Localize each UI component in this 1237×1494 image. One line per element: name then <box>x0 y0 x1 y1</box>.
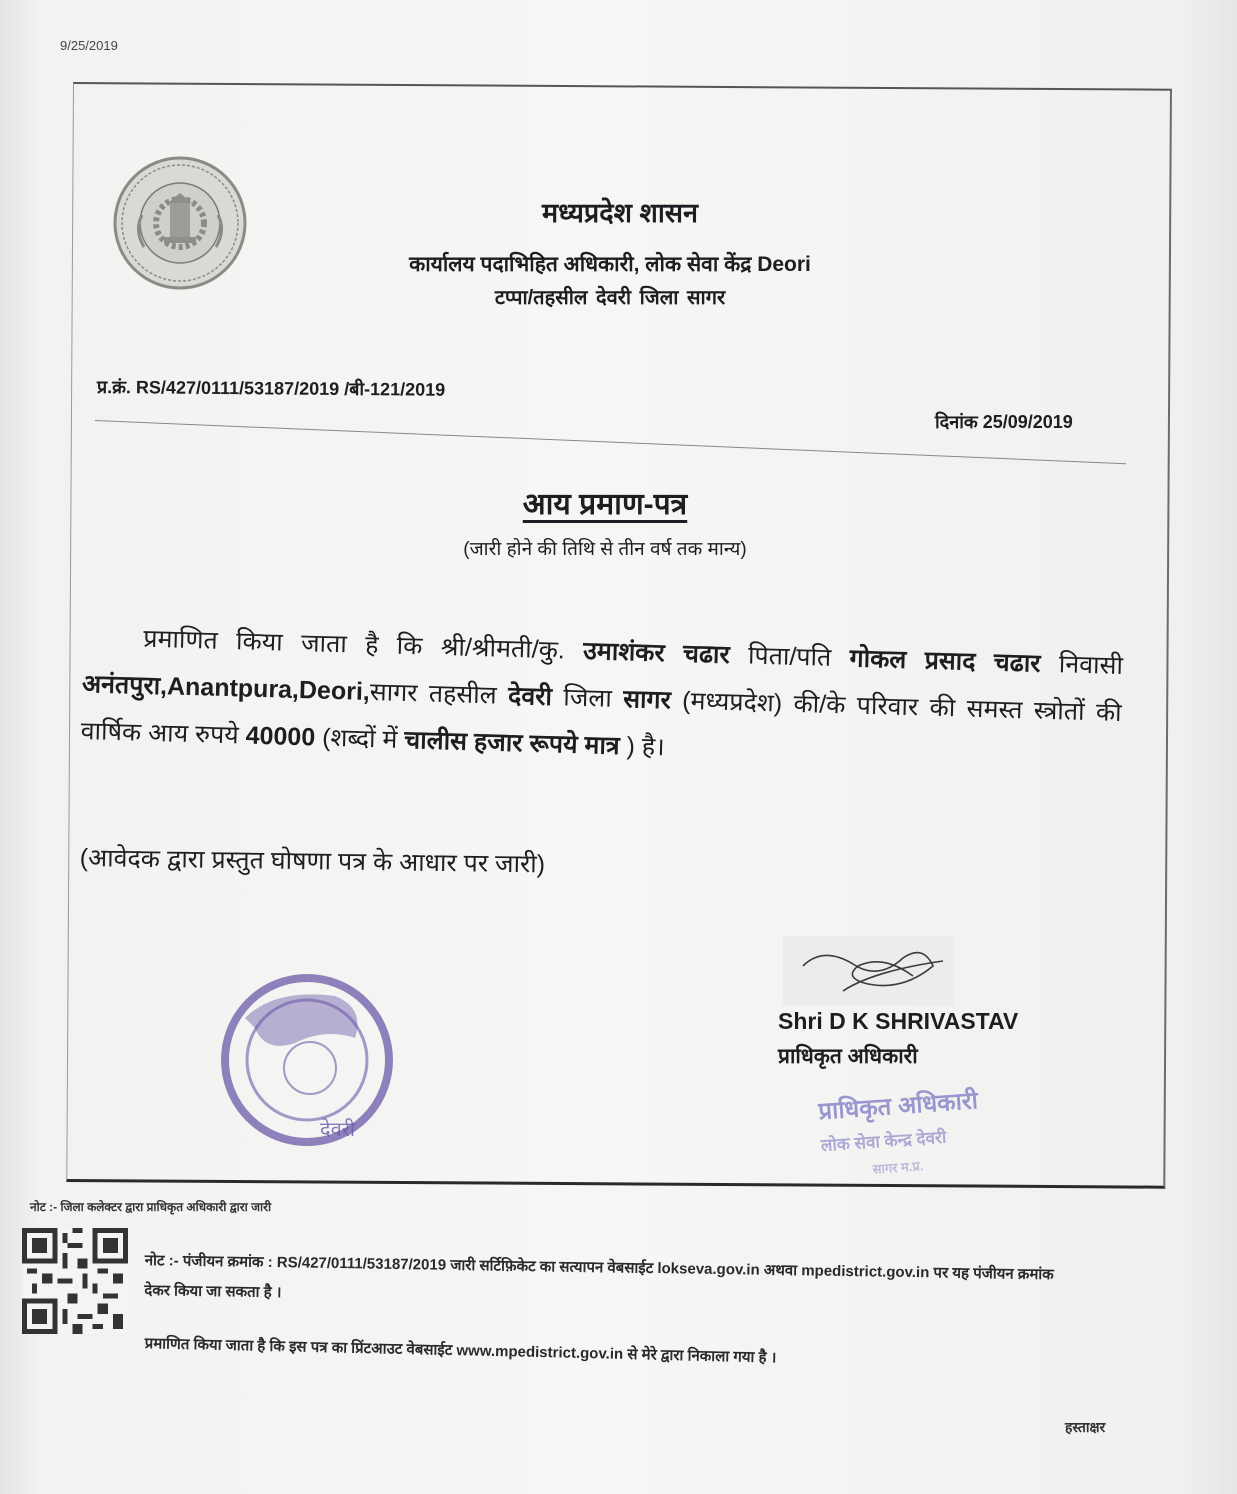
validity-note: (जारी होने की तिथि से तीन वर्ष तक मान्य) <box>463 539 747 560</box>
address: अनंतपुरा,Anantpura,Deori, <box>81 669 371 707</box>
issue-date: दिनांक 25/09/2019 <box>935 412 1073 432</box>
authority-stamp <box>797 1073 1053 1185</box>
issued-by-note: नोट :- जिला कलेक्टर द्वारा प्राधिकृत अधिकारी द्वारा जारी <box>30 1200 272 1214</box>
office-title: कार्यालय पदाभिहित अधिकारी, लोक सेवा केंद्र Deori <box>409 253 811 276</box>
certificate-title: आय प्रमाण-पत्र <box>522 488 688 521</box>
qr-code-icon <box>22 1228 128 1334</box>
office-seal-icon <box>215 968 400 1153</box>
state-emblem-icon <box>112 155 248 291</box>
body-text-4: तहसील <box>428 679 498 710</box>
stamp-line-3: सागर म.प्र. <box>872 1158 924 1177</box>
government-title: मध्यप्रदेश शासन <box>541 198 699 228</box>
print-date: 9/25/2019 <box>60 38 118 53</box>
signature-label: हस्ताक्षर <box>1065 1419 1106 1435</box>
tehsil-line: टप्पा/तहसील देवरी जिला सागर <box>494 287 726 309</box>
body-text-1: प्रमाणित किया जाता है कि श्री/श्रीमती/कु. <box>142 624 566 665</box>
issue-basis-note: (आवेदक द्वारा प्रस्तुत घोषणा पत्र के आधार पर जारी) <box>79 843 546 879</box>
seal-text: देवरी <box>320 1119 356 1141</box>
father-name: गोकल प्रसाद चढार <box>849 644 1041 678</box>
body-text-6: (मध्यप्रदेश) की/के परिवार की समस्त स्त्रोतों की वार्षिक आय रुपये <box>80 686 1122 750</box>
verification-note: नोट :- पंजीयन क्रमांक : RS/427/0111/53187/2019 जारी सर्टिफ़िकेट का सत्यापन वेबसाईट lokseva.gov.in अथवा mpedistrict.gov.in पर यह पंजीयन क्रमांक देकर किया जा सकता है । <box>144 1251 1054 1302</box>
body-text-8: ) है। <box>626 732 666 762</box>
signature-icon <box>783 936 953 1006</box>
address-district: सागर <box>369 678 418 708</box>
district-name: सागर <box>622 685 672 715</box>
body-text-7: (शब्दों में <box>321 723 398 754</box>
signatory-name: Shri D K SHRIVASTAV <box>778 1008 1019 1034</box>
printout-note: प्रमाणित किया जाता है कि इस पत्र का प्रिंटआउट वेबसाईट www.mpedistrict.gov.in से मेरे द्वारा निकाला गया है । <box>144 1334 777 1367</box>
stamp-line-1: प्राधिकृत अधिकारी <box>817 1087 979 1126</box>
income-amount: 40000 <box>245 721 316 752</box>
body-text-5: जिला <box>562 683 613 713</box>
income-in-words: चालीस हजार रूपये मात्र <box>403 726 621 761</box>
applicant-name: उमाशंकर चढार <box>582 636 731 670</box>
signatory-designation: प्राधिकृत अधिकारी <box>778 1045 918 1068</box>
tehsil-name: देवरी <box>507 681 553 712</box>
body-text-2: पिता/पति <box>747 641 832 672</box>
body-text-3: निवासी <box>1058 650 1124 681</box>
certificate-body <box>80 614 1124 784</box>
reference-number: प्र.क्रं. RS/427/0111/53187/2019 /बी-121/2019 <box>96 376 446 400</box>
stamp-line-2: लोक सेवा केन्द्र देवरी <box>820 1127 947 1156</box>
